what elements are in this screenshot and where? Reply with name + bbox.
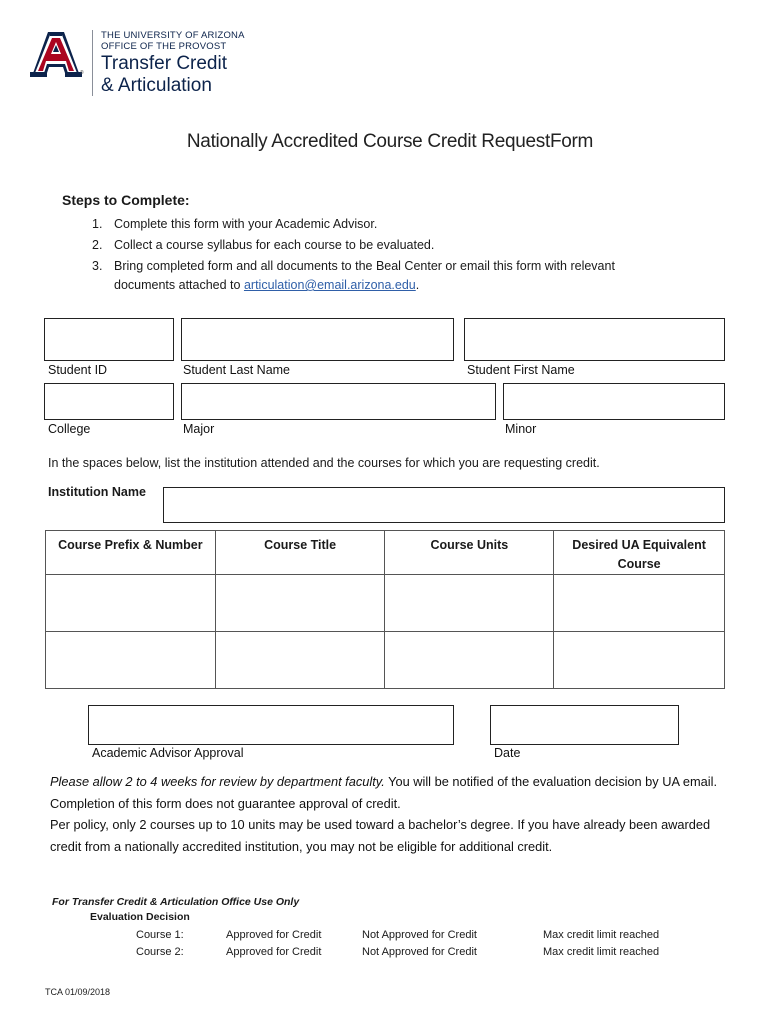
course-2-label: Course 2: [136,946,184,958]
date-field[interactable] [490,705,679,745]
step-number: 1. [92,217,103,231]
ua-equivalent-cell[interactable] [554,632,725,689]
student-last-name-field[interactable] [181,318,454,361]
course-1-not-approved-option: Not Approved for Credit [362,929,477,941]
course-prefix-cell[interactable] [46,632,216,689]
articulation-email-link[interactable]: articulation@email.arizona.edu [243,278,416,292]
header-course-units: Course Units [385,531,554,575]
review-time-notice: Please allow 2 to 4 weeks for review by department faculty. [50,774,385,789]
major-field[interactable] [181,383,496,420]
advisor-approval-field[interactable] [88,705,454,745]
evaluation-decision-heading: Evaluation Decision [90,911,190,923]
course-2-approved-option: Approved for Credit [226,946,322,958]
form-revision-code: TCA 01/09/2018 [45,987,111,997]
student-id-label: Student ID [48,363,108,377]
policy-notice: Per policy, only 2 courses up to 10 units may be used toward a bachelor’s degree. If you have already been awarded credit from a nationally accredited institution, you may not be eligible for additional credit. [50,817,711,854]
step-item-1 [92,214,377,234]
step-item-3-continued [114,278,419,292]
ua-equivalent-cell[interactable] [554,575,725,632]
course-units-cell[interactable] [385,632,554,689]
office-use-title: For Transfer Credit & Articulation Office Use Only [52,896,300,908]
course-table [45,530,725,689]
institution-name-label: Institution Name [48,485,146,499]
table-row [46,632,725,689]
course-table-header-row [46,531,725,575]
table-row [46,575,725,632]
course-prefix-cell[interactable] [46,575,216,632]
step-item-3 [92,256,615,276]
date-label: Date [494,746,521,760]
dept-line-articulation: & Articulation [101,75,212,96]
trademark-mark: ® [80,70,84,76]
minor-label: Minor [505,422,537,436]
dept-line-transfer-credit: Transfer Credit [101,53,227,74]
step-number: 3. [92,259,103,273]
step-text: Bring completed form and all documents to the Beal Center or email this form with relevant [114,259,615,273]
course-2-max-limit-option: Max credit limit reached [543,946,660,958]
step-text: Collect a course syllabus for each course to be evaluated. [114,238,435,252]
student-id-field[interactable] [44,318,174,361]
student-last-name-label: Student Last Name [183,363,291,377]
student-first-name-label: Student First Name [467,363,575,377]
step-number: 2. [92,238,103,252]
header-course-title: Course Title [215,531,385,575]
course-1-approved-option: Approved for Credit [226,929,322,941]
course-2-not-approved-option: Not Approved for Credit [362,946,477,958]
course-1-max-limit-option: Max credit limit reached [543,929,660,941]
review-notice [50,771,740,857]
logo-divider [92,30,93,96]
org-line-provost: OFFICE OF THE PROVOST [101,41,227,52]
org-line-university: THE UNIVERSITY OF ARIZONA [101,30,245,41]
course-units-cell[interactable] [385,575,554,632]
course-instructions: In the spaces below, list the institution attended and the courses for which you are requesting credit. [48,456,600,470]
advisor-approval-label: Academic Advisor Approval [92,746,244,760]
major-label: Major [183,422,215,436]
steps-heading: Steps to Complete: [62,192,190,208]
header-course-prefix-number: Course Prefix & Number [46,531,216,575]
institution-name-field[interactable] [163,487,725,523]
student-first-name-field[interactable] [464,318,725,361]
form-title: Nationally Accredited Course Credit RequestForm [186,131,594,152]
course-title-cell[interactable] [215,632,385,689]
step-item-2 [92,235,434,255]
minor-field[interactable] [503,383,725,420]
step-text-continued: documents attached to [114,278,244,292]
notification-notice: You will be notified of the evaluation decision by UA email. Completion of this form does not guarantee approval of credit. [50,774,717,811]
college-field[interactable] [44,383,174,420]
university-a-logo [30,30,82,78]
course-title-cell[interactable] [215,575,385,632]
course-1-label: Course 1: [136,929,184,941]
step-text: Complete this form with your Academic Advisor. [114,217,378,231]
header-desired-ua-equivalent: Desired UA Equivalent Course [554,531,725,575]
college-label: College [48,422,91,436]
step-text-end: . [415,278,420,292]
